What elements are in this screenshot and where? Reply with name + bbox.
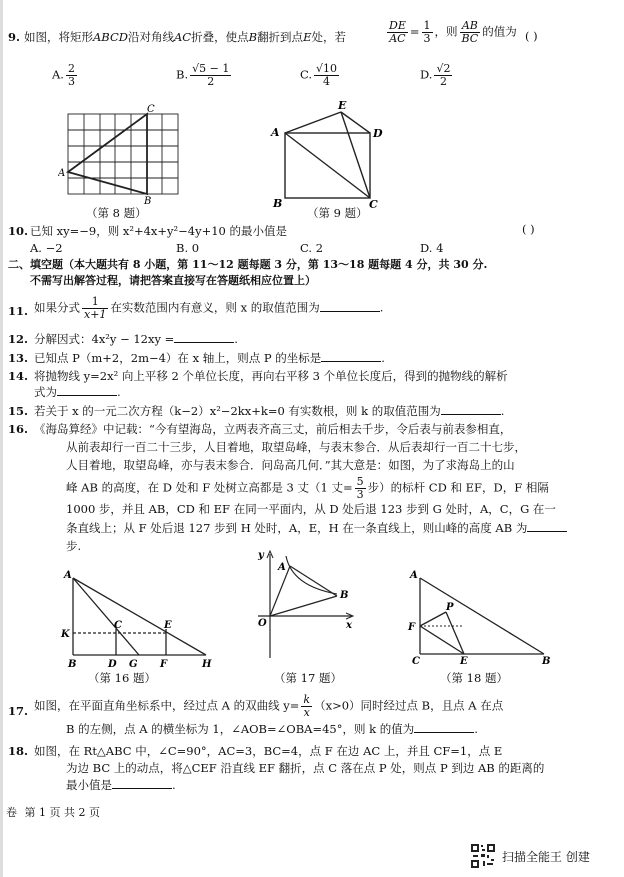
q16-line1: 《海岛算经》中记载：“今有望海岛，立两表齐高三丈，前后相去千步，令后表与前表参相直， — [34, 422, 512, 436]
q18-line2: 为边 BC 上的动点，将△CEF 沿直线 EF 翻折，点 C 落在点 P 处，则点 P 到边 AB 的距离的 — [66, 761, 545, 775]
q17-line1: 如图，在平面直角坐标系中，经过点 A 的双曲线 y= $\frac{k}{x}$ （x>0）同时经过点 B，且点 A 在点 — [34, 693, 504, 719]
svg-text:H: H — [202, 659, 212, 670]
q9-option-a: A. $\frac{2}{3}$ — [52, 62, 75, 88]
q14-number: 14. — [8, 369, 29, 383]
svg-text:B: B — [340, 590, 349, 601]
svg-text:A: A — [271, 126, 280, 139]
q16-line5: 1000 步，并且 AB，CD 和 EF 在同一平面内，从 D 处后退 123 步到 G 处时，A，C，G 在一 — [66, 502, 556, 516]
fig8-label-c: C — [147, 104, 155, 115]
svg-text:y: y — [258, 550, 264, 561]
svg-text:K: K — [61, 629, 70, 640]
q13-number: 13. — [8, 351, 29, 365]
q9-answer-paren: ( ) — [525, 29, 538, 43]
page-footer — [6, 804, 100, 820]
figure-18 — [404, 564, 564, 674]
svg-text:D: D — [108, 659, 117, 670]
q10-stem: 已知 xy=−9，则 x²+4x+y²−4y+10 的最小值是 — [30, 224, 288, 238]
svg-text:A: A — [410, 570, 418, 581]
svg-text:G: G — [129, 659, 138, 670]
fig16-caption: （第 16 题） — [88, 671, 156, 685]
svg-text:F: F — [408, 622, 416, 633]
svg-text:C: C — [412, 656, 420, 667]
q9-number: 9. — [8, 30, 21, 44]
q10-option-b: B. 0 — [176, 241, 200, 255]
figure-16 — [56, 566, 216, 672]
svg-text:E: E — [164, 620, 172, 631]
q10-number: 10. — [8, 224, 29, 238]
q14-stem-line2: 式为 . — [34, 385, 121, 399]
svg-text:O: O — [258, 618, 267, 629]
q9-stem: 如图，将矩形ABCD沿对角线AC折叠，使点B翻折到点E处，若 — [24, 30, 346, 44]
q16-line4: 峰 AB 的高度，在 D 处和 F 处树立高都是 3 丈（1 丈= $\frac{5}{3}$ 步）的标杆 CD 和 EF，D，F 相隔 — [66, 475, 549, 501]
fig18-caption: （第 18 题） — [440, 671, 508, 685]
q10-option-a: A. −2 — [30, 241, 63, 255]
q16-line6: 条直线上；从 F 处后退 127 步到 H 处时，A，E，H 在一条直线上，则山峰的高度 AB 为 — [66, 521, 567, 535]
q18-line3: 最小值是 . — [66, 778, 176, 792]
q12-number: 12. — [8, 332, 29, 346]
q9-ratio: $\frac{DE}{AC}$ = $\frac{1}{3}$ ，则 $\frac{AB}{BC}$ 的值为 — [389, 19, 517, 45]
scan-edge — [0, 0, 3, 877]
q16-line2: 从前表却行一百二十三步，人目着地，取望岛峰，与表末参合．从后表却行一百二十七步， — [66, 440, 526, 454]
svg-text:C: C — [369, 198, 378, 210]
q15-number: 15. — [8, 404, 29, 418]
svg-text:E: E — [460, 656, 468, 667]
svg-text:A: A — [278, 562, 286, 573]
q15-stem: 若关于 x 的一元二次方程（k−2）x²−2kx+k=0 有实数根，则 k 的取值范围为 . — [34, 404, 505, 418]
qr-code-icon — [470, 843, 496, 869]
fig9-caption: （第 9 题） — [307, 206, 368, 220]
q18-line1: 如图，在 Rt△ABC 中，∠C=90°，AC=3，BC=4，点 F 在边 AC 上，并且 CF=1，点 E — [34, 744, 503, 758]
q16-number: 16. — [8, 422, 29, 436]
q9-option-d: D. $\frac{√2}{2}$ — [420, 62, 451, 88]
figure-9 — [265, 98, 390, 210]
svg-text:x: x — [346, 620, 352, 631]
q11-stem: 如果分式 $\frac{1}{x+1}$ 在实数范围内有意义，则 x 的取值范围为 . — [34, 295, 384, 321]
section2-heading-line2: 不需写出解答过程，请把答案直接写在答题纸相应位置上） — [30, 274, 316, 287]
page-number: 第 1 页 共 2 页 — [24, 806, 100, 819]
figure-8 — [58, 102, 188, 220]
svg-text:B: B — [273, 197, 283, 210]
svg-text:E: E — [338, 99, 347, 112]
q10-option-c: C. 2 — [300, 241, 324, 255]
q18-number: 18. — [8, 744, 29, 758]
q13-stem: 已知点 P（m+2，2m−4）在 x 轴上，则点 P 的坐标是 . — [34, 351, 385, 365]
q10-answer-paren: ( ) — [522, 222, 535, 236]
section2-heading-line1: 二、填空题（本大题共有 8 小题，第 11～12 题每题 3 分，第 13～18 题每题 4 分，共 30 分. — [8, 258, 488, 271]
figure-17 — [252, 548, 362, 666]
svg-text:A: A — [64, 570, 72, 581]
svg-text:P: P — [446, 602, 454, 613]
q10-option-d: D. 4 — [420, 241, 444, 255]
scanner-brand: 扫描全能王 创建 — [502, 850, 590, 864]
footer-mark: 卷 — [6, 806, 17, 819]
q11-number: 11. — [8, 304, 29, 318]
q16-line3: 人目着地，取望岛峰，亦与表末参合．问岛高几何．”其大意是：如图，为了求海岛上的山 — [66, 458, 515, 472]
svg-text:B: B — [68, 659, 77, 670]
q17-number: 17. — [8, 704, 29, 718]
q14-stem-line1: 将抛物线 y=2x² 向上平移 2 个单位长度，再向右平移 3 个单位长度后，得到的抛物线的解析 — [34, 369, 508, 383]
fig8-label-a: A — [58, 168, 66, 179]
svg-text:D: D — [373, 127, 383, 140]
q12-stem: 分解因式：4x²y − 12xy = . — [34, 332, 238, 346]
fig8-caption: （第 8 题） — [86, 206, 147, 220]
q17-line2: B 的左侧，点 A 的横坐标为 1，∠AOB=∠OBA=45°，则 k 的值为 . — [66, 722, 478, 736]
svg-text:C: C — [114, 620, 122, 631]
fig8-label-b: B — [144, 196, 152, 207]
svg-text:F: F — [160, 659, 168, 670]
fig17-caption: （第 17 题） — [274, 671, 342, 685]
q9-option-b: B. $\frac{√5 - 1}{2}$ — [176, 62, 230, 88]
svg-text:B: B — [542, 656, 551, 667]
q16-line7: 步. — [66, 539, 82, 553]
q9-option-c: C. $\frac{√10}{4}$ — [300, 62, 338, 88]
